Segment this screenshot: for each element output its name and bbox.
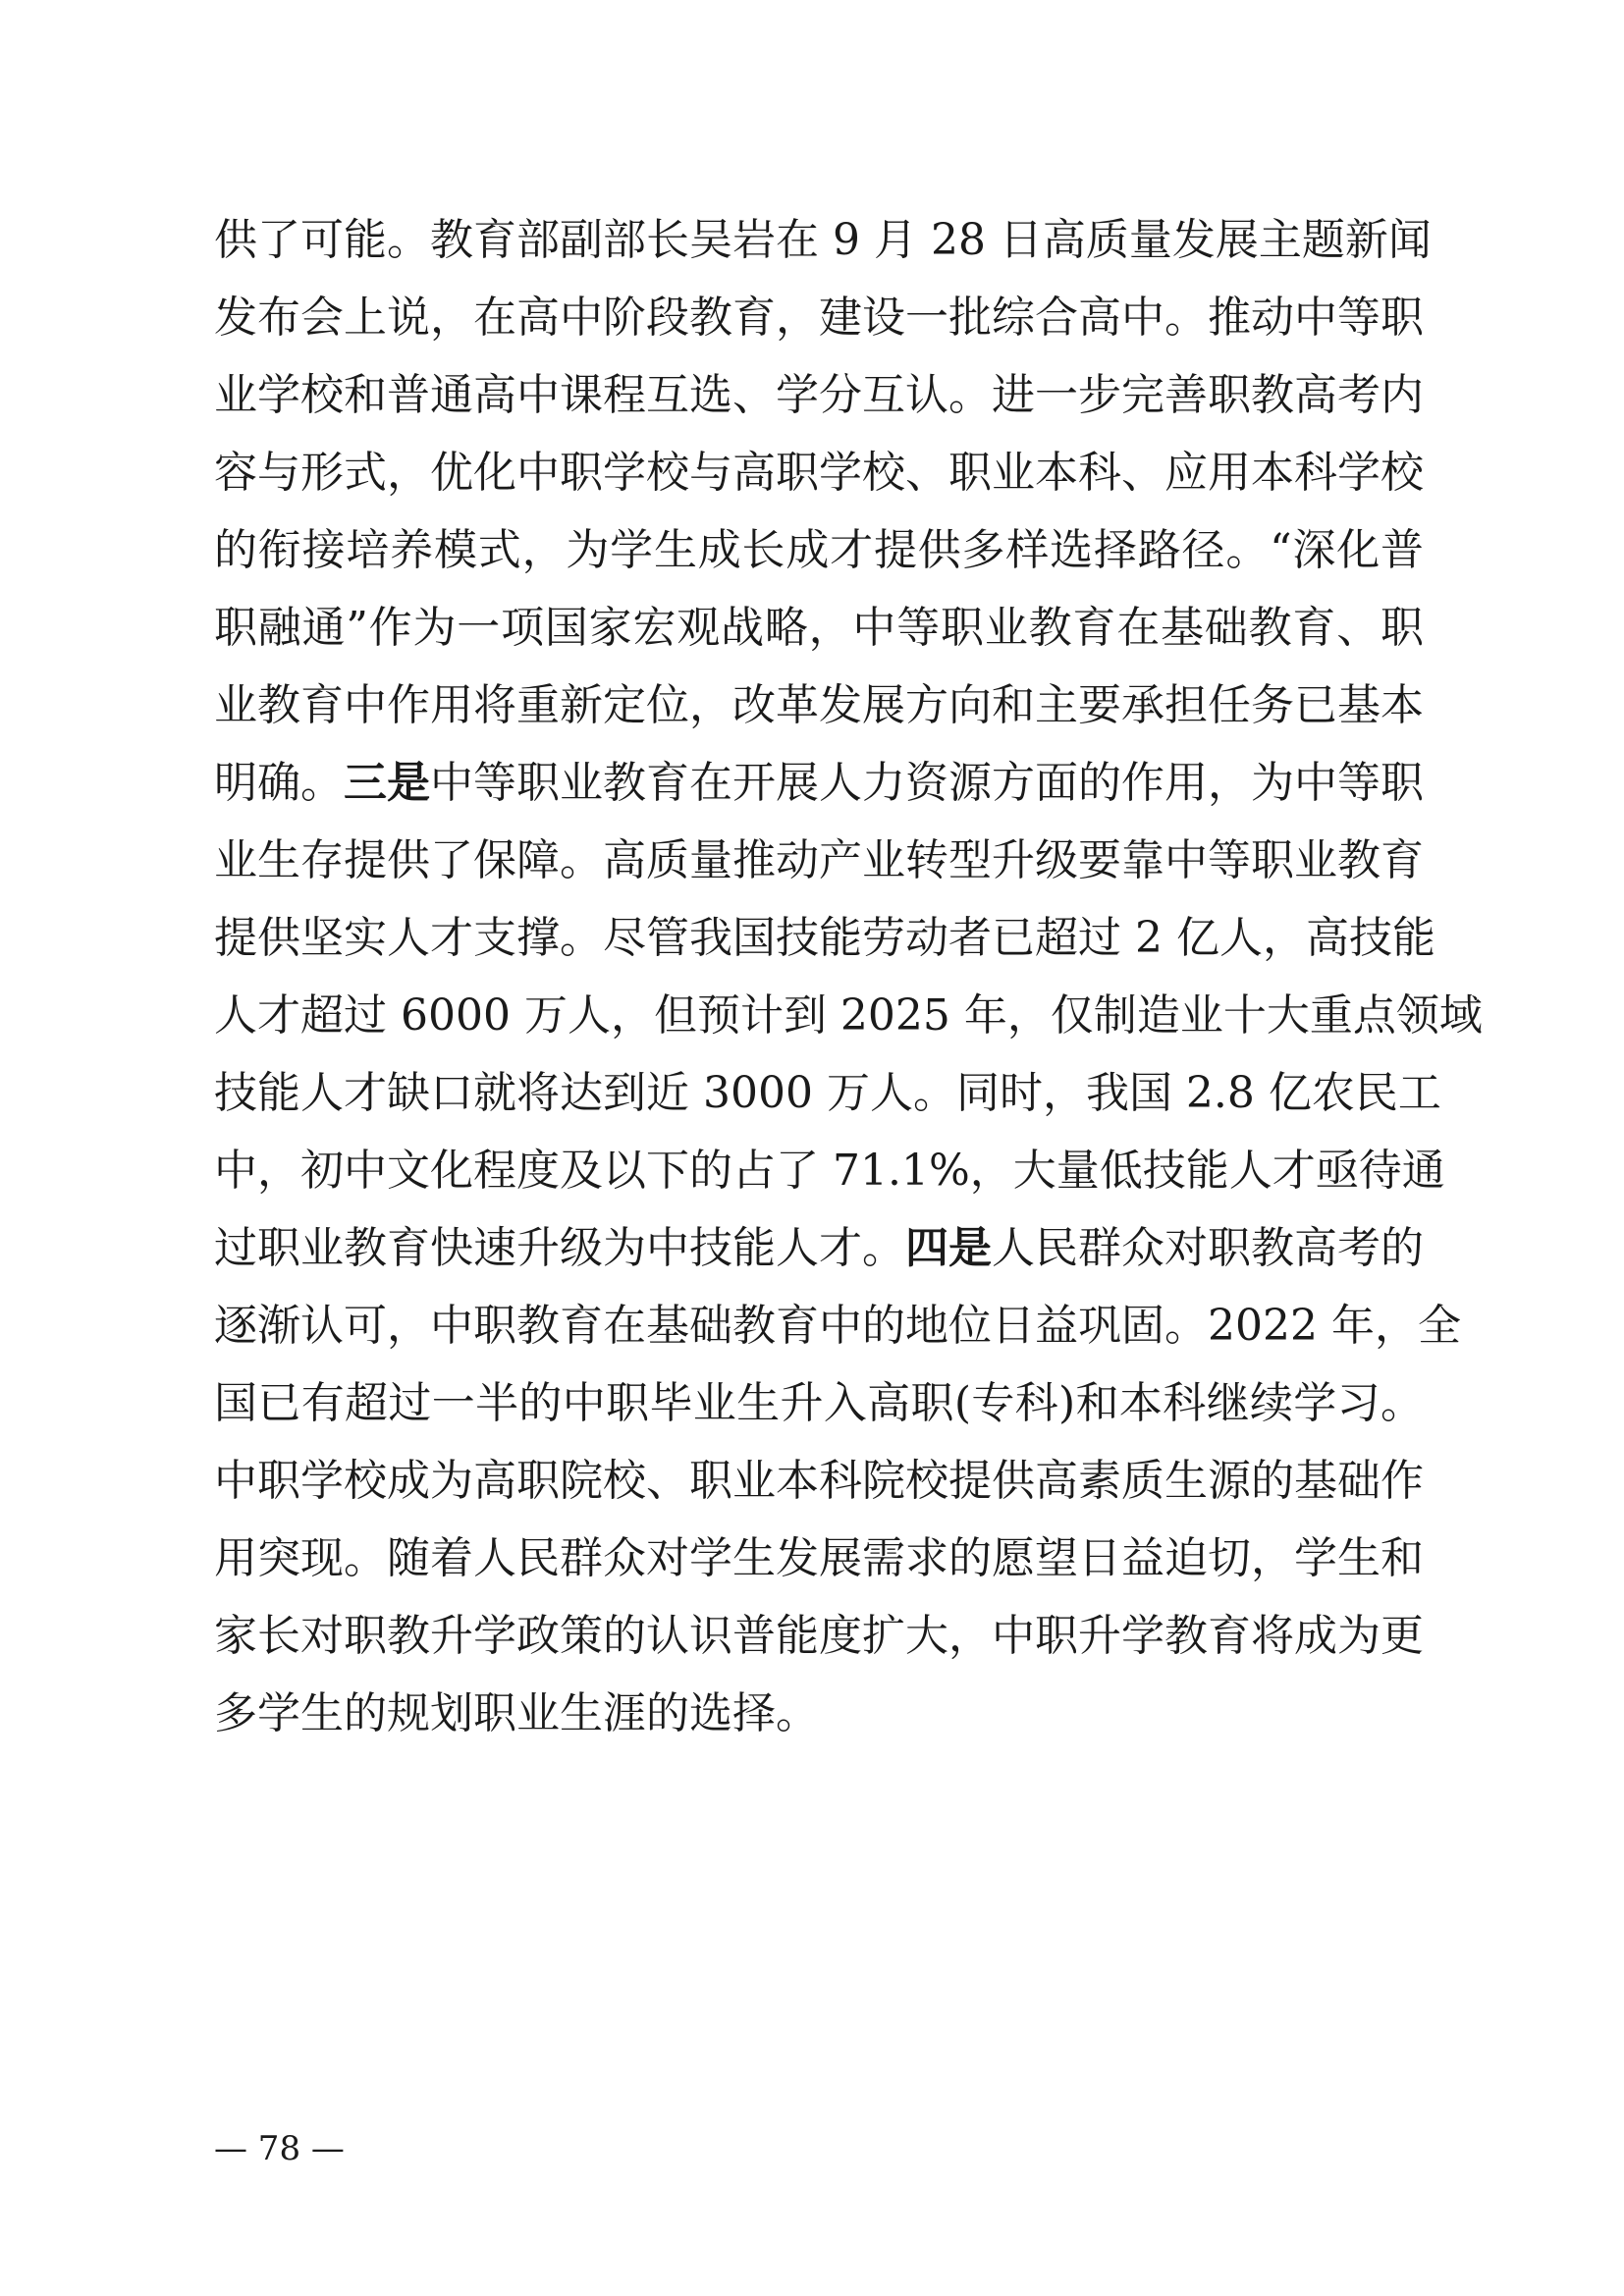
- text-line: 发布会上说，在高中阶段教育，建设一批综合高中。推动中等职: [214, 293, 1424, 343]
- text-line: 职融通”作为一项国家宏观战略，中等职业教育在基础教育、职: [214, 603, 1424, 653]
- text-line: 供了可能。教育部副部长吴岩在 9 月 28 日高质量发展主题新闻: [214, 215, 1432, 265]
- text-line: 逐渐认可，中职教育在基础教育中的地位日益巩固。2022 年，全: [214, 1301, 1461, 1351]
- text-line: 中职学校成为高职院校、职业本科院校提供高素质生源的基础作: [214, 1456, 1424, 1506]
- bold-emphasis: 四是: [905, 1223, 992, 1273]
- text-line: 用突现。随着人民群众对学生发展需求的愿望日益迫切，学生和: [214, 1533, 1424, 1583]
- text-line: 国已有超过一半的中职毕业生升入高职(专科)和本科继续学习。: [214, 1378, 1424, 1428]
- text-line: 多学生的规划职业生涯的选择。: [214, 1688, 819, 1738]
- page-number: — 78 —: [214, 2129, 345, 2168]
- text-line: 提供坚实人才支撑。尽管我国技能劳动者已超过 2 亿人，高技能: [214, 913, 1435, 963]
- text-segment: 明确。: [214, 758, 344, 808]
- text-line: 业学校和普通高中课程互选、学分互认。进一步完善职教高考内: [214, 370, 1424, 420]
- text-line: 业教育中作用将重新定位，改革发展方向和主要承担任务已基本: [214, 680, 1424, 730]
- text-segment: 中等职业教育在开展人力资源方面的作用，为中等职: [430, 758, 1424, 808]
- text-segment: 人民群众对职教高考的: [992, 1223, 1424, 1273]
- text-line: 业生存提供了保障。高质量推动产业转型升级要靠中等职业教育: [214, 835, 1424, 885]
- text-line: 人才超过 6000 万人，但预计到 2025 年，仅制造业十大重点领域: [214, 990, 1483, 1041]
- text-line: [214, 1209, 1424, 1287]
- text-line: 容与形式，优化中职学校与高职学校、职业本科、应用本科学校: [214, 448, 1424, 498]
- text-line: 中，初中文化程度及以下的占了 71.1%，大量低技能人才亟待通: [214, 1146, 1445, 1196]
- text-line: 技能人才缺口就将达到近 3000 万人。同时，我国 2.8 亿农民工: [214, 1068, 1441, 1118]
- text-segment: 过职业教育快速升级为中技能人才。: [214, 1223, 905, 1273]
- bold-emphasis: 三是: [344, 758, 430, 808]
- text-line: [214, 744, 1424, 822]
- text-line: 的衔接培养模式，为学生成长成才提供多样选择路径。“深化普: [214, 525, 1424, 575]
- body-text: [214, 201, 1483, 1752]
- text-line: 家长对职教升学政策的认识普能度扩大，中职升学教育将成为更: [214, 1611, 1424, 1661]
